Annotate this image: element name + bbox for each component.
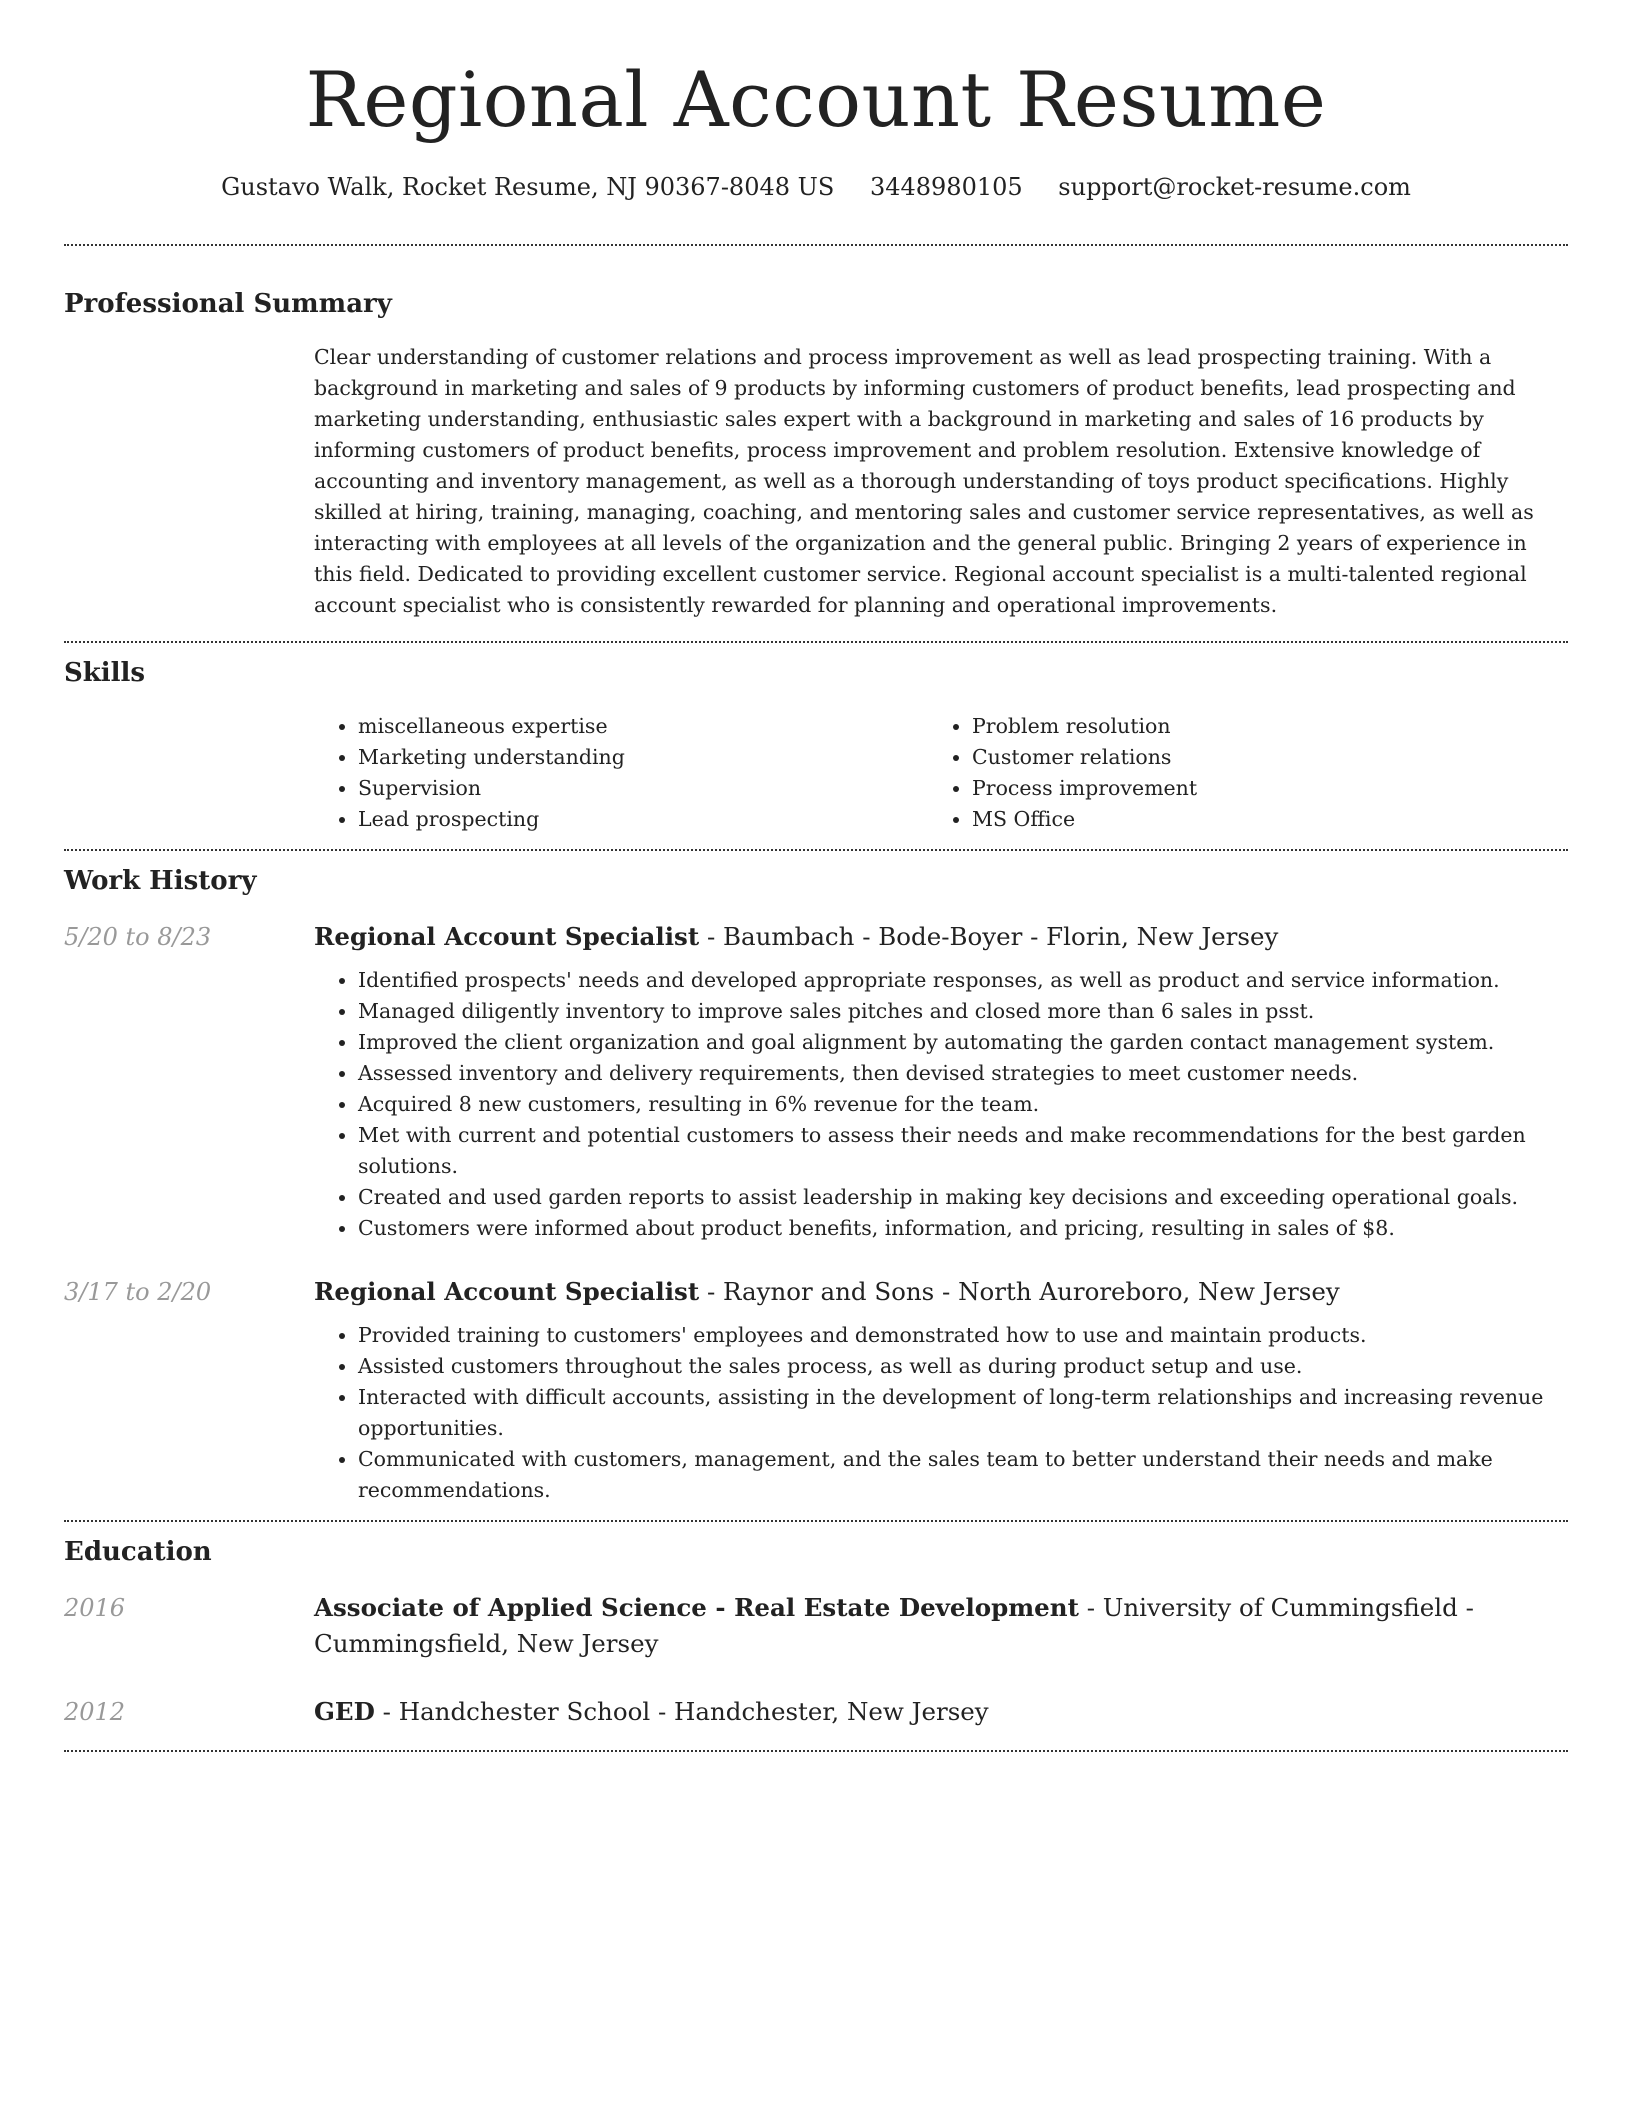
job-bullet: • Customers were informed about product benefits, information, and pricing, resulting in sales of $8. xyxy=(358,1213,1568,1244)
skill-item: • Lead prospecting xyxy=(358,804,928,835)
divider xyxy=(64,641,1568,643)
education-heading: Education xyxy=(64,1537,212,1567)
job-bullet: • Communicated with customers, management, and the sales team to better understand their needs and make recommendations. xyxy=(358,1444,1568,1506)
summary-heading: Professional Summary xyxy=(64,289,392,319)
skills-section xyxy=(64,655,1568,835)
job-bullet: • Managed diligently inventory to improve sales pitches and closed more than 6 sales in psst. xyxy=(358,996,1568,1027)
job-role: Regional Account Specialist xyxy=(314,1277,700,1306)
education-degree: GED xyxy=(314,1697,375,1726)
education-body xyxy=(314,1694,1568,1730)
job-bullet: • Improved the client organization and goal alignment by automating the garden contact management system. xyxy=(358,1027,1568,1058)
education-entry xyxy=(64,1694,1568,1730)
job-role: Regional Account Specialist xyxy=(314,922,700,951)
job-employer: - Baumbach - Bode-Boyer - Florin, New Jersey xyxy=(699,922,1279,951)
contact-email[interactable]: support@rocket-resume.com xyxy=(1058,173,1411,201)
skills-list-left xyxy=(314,711,928,835)
job-bullets xyxy=(314,1320,1568,1506)
education-title xyxy=(314,1590,1568,1662)
job-entry xyxy=(64,919,1568,1244)
job-bullet: • Met with current and potential customers to assess their needs and make recommendations for the best garden solutions. xyxy=(358,1120,1568,1182)
education-school: - University of Cummingsfield - Cummingsfield, New Jersey xyxy=(314,1593,1474,1658)
skill-item: • Process improvement xyxy=(972,773,1542,804)
summary-text: Clear understanding of customer relations and process improvement as well as lead prospecting training. With a background in marketing and sales of 9 products by informing customers of product benefits, lead prospecting and marketing understanding, enthusiastic sales expert with a background in marketing and sales of 16 products by informing customers of product benefits, process improvement and problem resolution. Extensive knowledge of accounting and inventory management, as well as a thorough understanding of toys product specifications. Highly skilled at hiring, training, managing, coaching, and mentoring sales and customer service representatives, as well as interacting with employees at all levels of the organization and the general public. Bringing 2 years of experience in this field. Dedicated to providing excellent customer service. Regional account specialist is a multi-talented regional account specialist who is consistently rewarded for planning and operational improvements. xyxy=(314,345,1534,617)
education-school: - Handchester School - Handchester, New Jersey xyxy=(374,1697,989,1726)
job-bullet: • Assisted customers throughout the sales process, as well as during product setup and use. xyxy=(358,1351,1568,1382)
education-entry xyxy=(64,1590,1568,1662)
skill-item: • Marketing understanding xyxy=(358,742,928,773)
contact-line xyxy=(64,170,1568,204)
education-body xyxy=(314,1590,1568,1662)
job-bullets xyxy=(314,965,1568,1244)
divider xyxy=(64,849,1568,851)
education-degree: Associate of Applied Science - Real Estate Development xyxy=(314,1593,1079,1622)
contact-phone: 3448980105 xyxy=(869,173,1023,201)
job-bullet: • Assessed inventory and delivery requirements, then devised strategies to meet customer needs. xyxy=(358,1058,1568,1089)
job-entry xyxy=(64,1274,1568,1506)
divider xyxy=(64,244,1568,246)
skill-item: • MS Office xyxy=(972,804,1542,835)
job-employer: - Raynor and Sons - North Auroreboro, New Jersey xyxy=(699,1277,1340,1306)
divider xyxy=(64,1750,1568,1752)
skill-item: • Customer relations xyxy=(972,742,1542,773)
skills-heading: Skills xyxy=(64,658,146,688)
divider xyxy=(64,1520,1568,1522)
contact-address: Gustavo Walk, Rocket Resume, NJ 90367-8048 US xyxy=(221,173,835,201)
resume-page xyxy=(64,0,1568,1752)
skills-list-right xyxy=(928,711,1542,835)
work-heading: Work History xyxy=(64,866,257,896)
job-dates: 3/17 to 2/20 xyxy=(64,1278,212,1306)
job-bullet: • Created and used garden reports to assist leadership in making key decisions and exceeding operational goals. xyxy=(358,1182,1568,1213)
job-body xyxy=(314,1274,1568,1506)
education-section xyxy=(64,1534,1568,1730)
job-bullet: • Identified prospects' needs and developed appropriate responses, as well as product and service information. xyxy=(358,965,1568,996)
job-title xyxy=(314,919,1568,955)
job-body xyxy=(314,919,1568,1244)
resume-title: Regional Account Resume xyxy=(305,55,1327,144)
education-year: 2012 xyxy=(64,1698,126,1726)
skill-item: • miscellaneous expertise xyxy=(358,711,928,742)
work-section xyxy=(64,863,1568,1506)
education-title xyxy=(314,1694,1568,1730)
job-bullet: • Interacted with difficult accounts, assisting in the development of long-term relationships and increasing revenue opportunities. xyxy=(358,1382,1568,1444)
education-year: 2016 xyxy=(64,1594,126,1622)
job-title xyxy=(314,1274,1568,1310)
job-bullet: • Provided training to customers' employees and demonstrated how to use and maintain products. xyxy=(358,1320,1568,1351)
skills-grid xyxy=(314,711,1568,835)
skill-item: • Supervision xyxy=(358,773,928,804)
job-bullet: • Acquired 8 new customers, resulting in 6% revenue for the team. xyxy=(358,1089,1568,1120)
skill-item: • Problem resolution xyxy=(972,711,1542,742)
job-dates: 5/20 to 8/23 xyxy=(64,923,212,951)
summary-section xyxy=(64,286,1568,621)
